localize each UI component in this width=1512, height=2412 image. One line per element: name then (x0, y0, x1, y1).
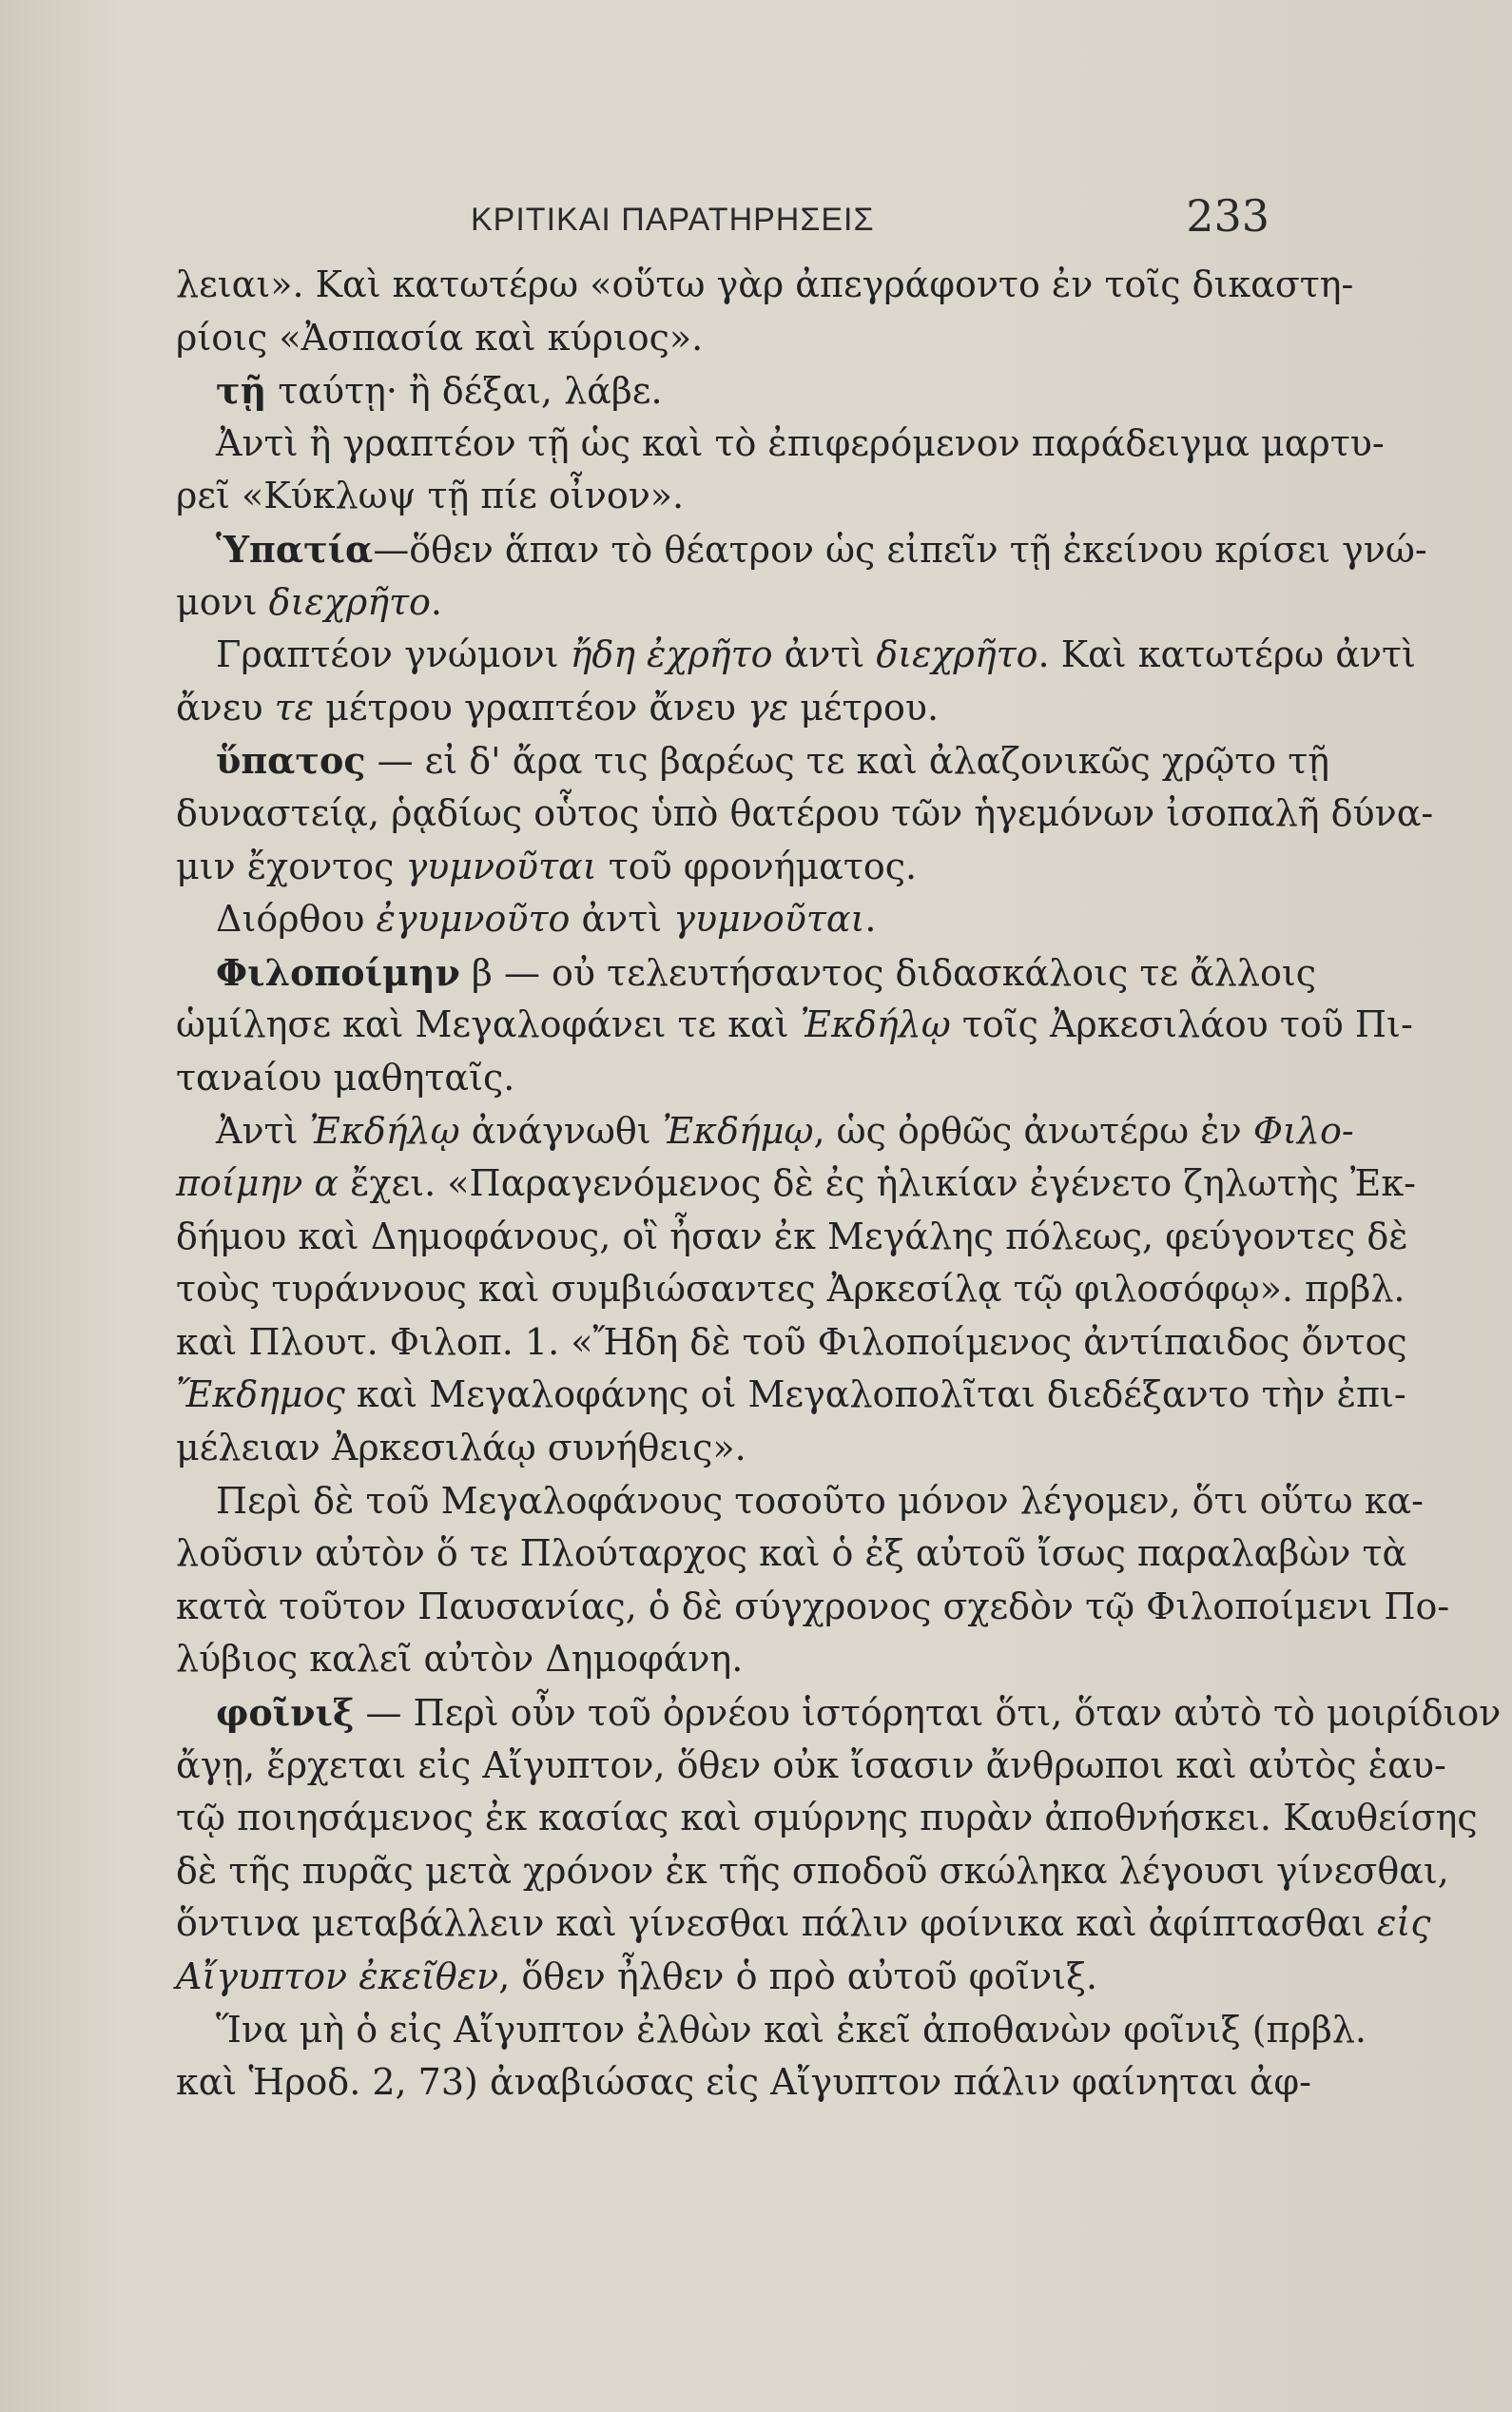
text-segment: ἔχει. «Παραγενόμενος δὲ ἐς ἡλικίαν ἐγένετο ζηλωτὴς Ἐκ- (339, 1162, 1416, 1205)
text-segment: . (430, 580, 442, 623)
text-segment: ρίοις «Ἀσπασία καὶ κύριος». (176, 316, 704, 359)
text-segment: μέτρου γραπτέον ἄνευ (314, 686, 748, 729)
text-line (176, 1792, 1478, 1845)
text-line (176, 1740, 1446, 1793)
italic-text: τε (274, 686, 315, 729)
text-line (176, 1105, 1354, 1158)
text-segment: τοῦ φρονήματος. (596, 845, 918, 887)
italic-text: ἐγυμνοῦτο (376, 898, 571, 941)
page-number: 233 (1186, 190, 1270, 242)
text-line (176, 312, 1289, 365)
italic-text: Αἴγυπτον ἐκεῖθεν (176, 1955, 499, 1997)
text-segment: ρεῖ «Κύκλωψ τῇ πίε οἶνον». (176, 475, 685, 517)
text-line (176, 1951, 1289, 2004)
text-line (176, 2056, 1311, 2110)
text-segment: ταύτῃ· ἢ δέξαι, λάβε. (266, 370, 663, 413)
italic-text: ἤδη ἐχρῆτο (570, 633, 773, 676)
text-segment: δὲ τῆς πυρᾶς μετὰ χρόνον ἐκ τῆς σποδοῦ σκώληκα λέγουσι γίνεσθαι, (176, 1849, 1449, 1892)
text-line (176, 1052, 1289, 1105)
text-segment: . (864, 898, 877, 941)
text-segment: καὶ Ἡροδ. 2, 73) ἀναβιώσας εἰς Αἴγυπτον πάλιν φαίνηται ἀφ- (176, 2061, 1311, 2104)
body-text (176, 259, 1502, 2110)
text-line (176, 1845, 1449, 1898)
text-segment: Ἀντὶ (216, 1109, 310, 1152)
text-segment: μέτρου. (788, 686, 940, 729)
text-segment: τῷ ποιησάμενος ἐκ κασίας καὶ σμύρνης πυρὰν ἀποθνήσκει. Καυθείσης (176, 1797, 1478, 1839)
text-line (176, 1527, 1407, 1581)
text-segment: ἀντὶ (772, 633, 877, 676)
text-line (176, 734, 1330, 788)
text-segment: μιν ἔχοντος (176, 845, 406, 887)
text-line (176, 946, 1317, 1000)
text-segment: τοὺς τυράννους καὶ συμβιώσαντες Ἀρκεσίλᾳ τῷ φιλοσόφῳ». πρβλ. (176, 1268, 1405, 1311)
text-segment: ὡμίλησε καὶ Μεγαλοφάνει τε καὶ (176, 1003, 801, 1046)
italic-text: γυμνοῦται (405, 845, 597, 887)
text-line (176, 1686, 1502, 1740)
italic-text: Ἐκδήμῳ (662, 1109, 814, 1152)
text-segment: β — οὐ τελευτήσαντος διδασκάλοις τε ἄλλοις (459, 951, 1317, 994)
text-segment: , ὡς ὀρθῶς ἀνωτέρω ἐν (813, 1109, 1253, 1152)
text-line (176, 470, 1289, 523)
text-line (176, 1633, 1289, 1686)
text-segment: — εἰ δ' ἄρα τις βαρέως τε καὶ ἀλαζονικῶς χρῷτο τῇ (365, 740, 1330, 783)
text-segment: μέλειαν Ἀρκεσιλάῳ συνήθεις». (176, 1427, 746, 1469)
text-line (176, 1581, 1450, 1634)
text-segment: καὶ Πλουτ. Φιλοπ. 1. «Ἤδη δὲ τοῦ Φιλοποίμενος ἀντίπαιδος ὄντος (176, 1320, 1407, 1363)
text-segment: καὶ Μεγαλοφάνης οἱ Μεγαλοπολῖται διεδέξαντο τὴν ἐπι- (344, 1373, 1406, 1416)
text-segment: ὅντινα μεταβάλλειν καὶ γίνεσθαι πάλιν φοίνικα καὶ ἀφίπτασθαι (176, 1902, 1377, 1945)
text-segment: ἄγῃ, ἔρχεται εἰς Αἴγυπτον, ὅθεν οὐκ ἴσασιν ἄνθρωποι καὶ αὐτὸς ἑαυ- (176, 1743, 1446, 1786)
text-line (176, 893, 1289, 946)
text-line (176, 2004, 1367, 2057)
text-line (176, 682, 1289, 735)
text-line (176, 1369, 1406, 1422)
lemma-word: τῇ (216, 369, 267, 413)
page-header (176, 190, 1270, 257)
text-segment: λοῦσιν αὐτὸν ὅ τε Πλούταρχος καὶ ὁ ἐξ αὐτοῦ ἴσως παραλαβὼν τὰ (176, 1532, 1407, 1575)
text-segment: Περὶ δὲ τοῦ Μεγαλοφάνους τοσοῦτο μόνον λέγομεν, ὅτι οὕτω κα- (216, 1479, 1424, 1522)
text-line (176, 1263, 1405, 1316)
text-segment: λειαι». Καὶ κατωτέρω «οὕτω γὰρ ἀπεγράφοντο ἐν τοῖς δικαστη- (176, 263, 1354, 305)
text-line (176, 1422, 1289, 1475)
text-line (176, 629, 1416, 682)
lemma-word: ὕπατος (216, 739, 366, 783)
text-line (176, 841, 1289, 894)
lemma-word: φοῖνιξ (216, 1691, 355, 1735)
text-segment: , ὅθεν ἦλθεν ὁ πρὸ αὐτοῦ φοῖνιξ. (498, 1955, 1098, 1997)
text-segment: μονι (176, 580, 269, 623)
text-segment: ἀνάγνωθι (459, 1109, 663, 1152)
italic-text: γε (747, 686, 789, 729)
text-segment: ἄνευ (176, 686, 275, 729)
italic-text: Ἐκδήλῳ (800, 1003, 951, 1046)
text-segment: —ὅθεν ἅπαν τὸ θέατρον ὡς εἰπεῖν τῇ ἐκείνου κρίσει γνώ- (373, 528, 1427, 571)
text-segment: Ἵνα μὴ ὁ εἰς Αἴγυπτον ἐλθὼν καὶ ἐκεῖ ἀποθανὼν φοῖνιξ (πρβλ. (216, 2008, 1367, 2051)
text-segment: δυναστείᾳ, ῥᾳδίως οὗτος ὑπὸ θατέρου τῶν ἡγεμόνων ἰσοπαλῆ δύνα- (176, 791, 1434, 834)
text-segment: τανaίου μαθηταῖς. (176, 1056, 515, 1099)
text-segment: . Καὶ κατωτέρω ἀντὶ (1037, 633, 1416, 676)
text-line (176, 1157, 1416, 1211)
text-segment: Διόρθου (216, 898, 377, 941)
text-segment: — Περὶ οὖν τοῦ ὀρνέου ἱστόρηται ὅτι, ὅταν αὐτὸ τὸ μοιρίδιον (354, 1692, 1502, 1735)
italic-text: Φιλο- (1252, 1109, 1354, 1152)
text-line (176, 523, 1427, 576)
text-line (176, 1211, 1408, 1264)
text-segment: Ἀντὶ ἢ γραπτέον τῇ ὡς καὶ τὸ ἐπιφερόμενον παράδειγμα μαρτυ- (216, 421, 1385, 464)
lemma-word: Φιλοποίμην (216, 950, 460, 994)
text-segment: ἀντὶ (570, 898, 674, 941)
text-line (176, 259, 1354, 312)
italic-text: διεχρῆτο (876, 633, 1038, 676)
lemma-word: Ὑπατία (216, 527, 374, 571)
italic-text: διεχρῆτο (268, 580, 431, 623)
text-segment: δήμου καὶ Δημοφάνους, οἳ ἦσαν ἐκ Μεγάλης πόλεως, φεύγοντες δὲ (176, 1215, 1408, 1257)
text-line (176, 788, 1434, 841)
running-head: ΚΡΙΤΙΚΑΙ ΠΑΡΑΤΗΡΗΣΕΙΣ (471, 202, 875, 238)
text-segment: κατὰ τοῦτον Παυσανίας, ὁ δὲ σύγχρονος σχεδὸν τῷ Φιλοποίμενι Πο- (176, 1585, 1450, 1627)
text-line (176, 999, 1413, 1052)
italic-text: γυμνοῦται (673, 898, 865, 941)
text-line (176, 1897, 1431, 1951)
text-line (176, 364, 1289, 418)
text-segment: λύβιος καλεῖ αὐτὸν Δημοφάνη. (176, 1638, 744, 1681)
italic-text: ποίμην α (176, 1162, 339, 1205)
italic-text: Ἐκδήλῳ (309, 1109, 460, 1152)
text-line (176, 1475, 1424, 1528)
text-line (176, 418, 1385, 471)
text-line (176, 576, 1289, 630)
text-line (176, 1316, 1407, 1370)
italic-text: Ἔκδημος (176, 1373, 345, 1416)
italic-text: εἰς (1376, 1902, 1431, 1945)
text-segment: Γραπτέον γνώμονι (216, 633, 571, 676)
text-segment: τοῖς Ἀρκεσιλάου τοῦ Πι- (950, 1003, 1413, 1046)
